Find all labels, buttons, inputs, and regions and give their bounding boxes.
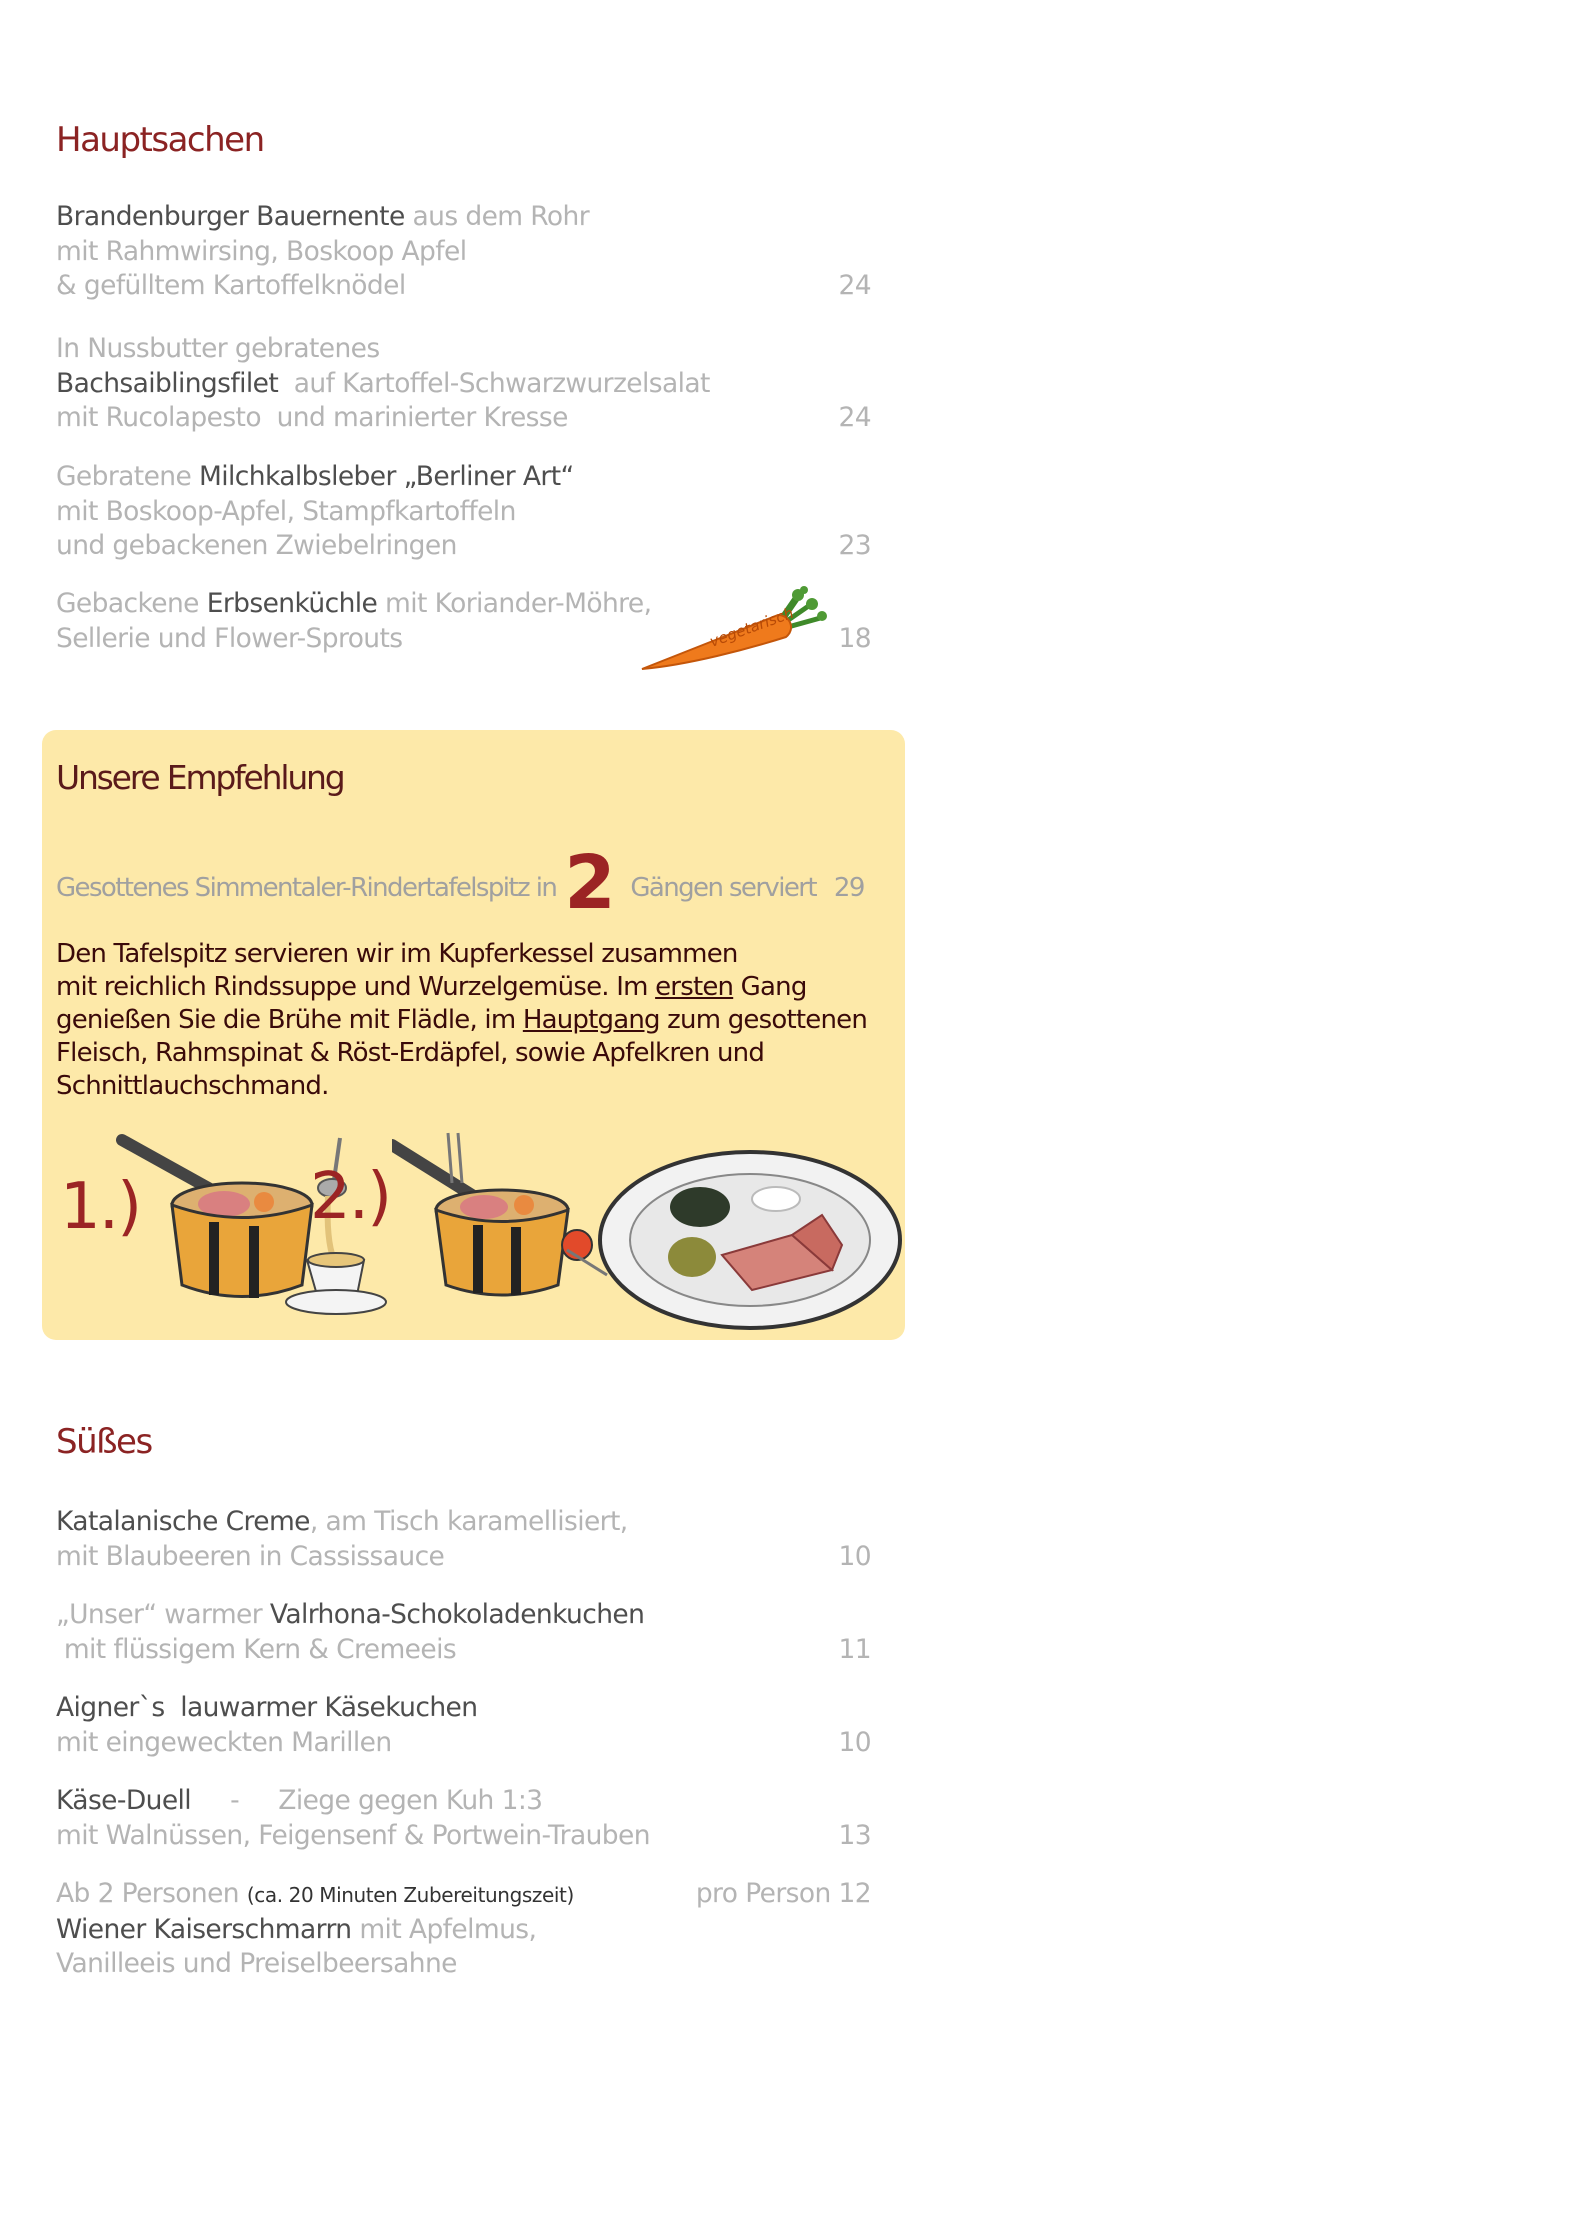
price: 29 <box>833 873 864 903</box>
dish-desc: mit Walnüssen, Feigensenf & Portwein-Trauben <box>56 1819 650 1851</box>
menu-item-kaiserschmarrn <box>56 1877 871 1982</box>
dish-desc: mit Boskoop-Apfel, Stampfkartoffeln <box>56 495 516 527</box>
recommendation-dish <box>56 828 864 926</box>
dish-name: Erbsenküchle <box>206 588 378 619</box>
dish-desc: - Ziege gegen Kuh 1:3 <box>191 1785 543 1816</box>
dish-desc: Gebackene <box>56 588 207 619</box>
dish-desc: Gebratene <box>56 461 200 492</box>
dish-desc: Ab 2 Personen <box>56 1878 247 1909</box>
menu-item-bauernente <box>56 200 871 304</box>
step-label-1: 1.) <box>60 1170 141 1244</box>
dish-desc: mit flüssigem Kern & Cremeeis <box>56 1633 457 1665</box>
recommendation-description <box>56 938 901 1103</box>
desc-line: Den Tafelspitz servieren wir im Kupferkessel zusammen <box>56 939 738 969</box>
menu-item-kaesekuchen <box>56 1691 871 1760</box>
dish-desc: auf Kartoffel-Schwarzwurzelsalat <box>278 367 710 399</box>
section-title-empfehlung: Unsere Empfehlung <box>56 758 344 797</box>
dish-desc: In Nussbutter gebratenes <box>56 333 380 364</box>
carrot-vegetarian-icon <box>638 585 828 675</box>
desc-line <box>56 971 901 1004</box>
dish-name: Milchkalbsleber „Berliner Art“ <box>199 461 574 492</box>
menu-item-schokoladenkuchen <box>56 1598 871 1667</box>
price: 24 <box>838 402 871 433</box>
dish-desc: mit Apfelmus, <box>351 1913 537 1945</box>
recommendation-box <box>42 730 905 1340</box>
price-per-person: pro Person 12 <box>695 1878 871 1909</box>
section-title-hauptsachen: Hauptsachen <box>56 120 264 160</box>
dish-desc: mit Rahmwirsing, Boskoop Apfel <box>56 235 467 267</box>
desc-line: Schnittlauchschmand. <box>56 1071 329 1101</box>
dish-desc: „Unser“ warmer <box>56 1599 270 1630</box>
dish-name: Gesottenes Simmentaler-Rindertafelspitz in <box>56 873 557 903</box>
menu-item-kalbsleber <box>56 460 871 564</box>
price: 18 <box>838 622 871 654</box>
section-title-suesses: Süßes <box>56 1422 152 1462</box>
dish-desc: Sellerie und Flower-Sprouts <box>56 622 403 654</box>
price: 11 <box>838 1633 871 1665</box>
desc-line <box>56 1004 901 1037</box>
desc-text: Gang <box>733 972 807 1002</box>
price: 10 <box>838 1726 871 1758</box>
dish-desc: & gefülltem Kartoffelknödel <box>56 270 406 301</box>
dish-desc: aus dem Rohr <box>404 201 590 232</box>
desc-text: zum gesottenen <box>659 1005 867 1035</box>
dish-name: Käse-Duell <box>56 1785 192 1816</box>
desc-line: Fleisch, Rahmspinat & Röst-Erdäpfel, sowie Apfelkren und <box>56 1038 765 1068</box>
menu-item-bachsaibling <box>56 332 871 436</box>
dish-name: Wiener Kaiserschmarrn <box>56 1913 352 1945</box>
prep-time-note: (ca. 20 Minuten Zubereitungszeit) <box>246 1883 574 1907</box>
dish-name: Valrhona-Schokoladenkuchen <box>269 1599 645 1630</box>
dish-desc: Gängen serviert <box>623 873 816 903</box>
desc-underlined: ersten <box>655 972 734 1002</box>
price: 23 <box>838 530 871 561</box>
dish-desc: , am Tisch karamellisiert, <box>309 1506 628 1537</box>
dish-desc: mit Blaubeeren in Cassissauce <box>56 1540 445 1572</box>
step-label-2: 2.) <box>310 1160 391 1234</box>
desc-underlined: Hauptgang <box>522 1005 660 1035</box>
menu-item-kaese-duell <box>56 1784 871 1853</box>
dish-name: Bachsaiblingsfilet <box>56 367 279 399</box>
price: 24 <box>838 270 871 301</box>
dish-desc: mit eingeweckten Marillen <box>56 1726 392 1758</box>
main-course-illustration <box>392 1125 912 1335</box>
dish-desc: und gebackenen Zwiebelringen <box>56 530 457 561</box>
dish-desc: mit Rucolapesto und marinierter Kresse <box>56 402 568 433</box>
dish-desc: mit Koriander-Möhre, <box>377 588 652 619</box>
course-count: 2 <box>564 840 616 926</box>
dish-name: Aigner`s lauwarmer Käsekuchen <box>56 1692 478 1723</box>
price: 13 <box>838 1819 871 1851</box>
price: 10 <box>838 1540 871 1572</box>
carrot-label: vegetarisch <box>707 603 796 651</box>
menu-item-katalanische-creme <box>56 1505 871 1574</box>
dish-desc: Vanilleeis und Preiselbeersahne <box>56 1948 457 1979</box>
desc-text: mit reichlich Rindssuppe und Wurzelgemüse. Im <box>56 972 656 1002</box>
desc-text: genießen Sie die Brühe mit Flädle, im <box>56 1005 523 1035</box>
dish-name: Brandenburger Bauernente <box>56 201 405 232</box>
dish-name: Katalanische Creme <box>56 1506 310 1537</box>
